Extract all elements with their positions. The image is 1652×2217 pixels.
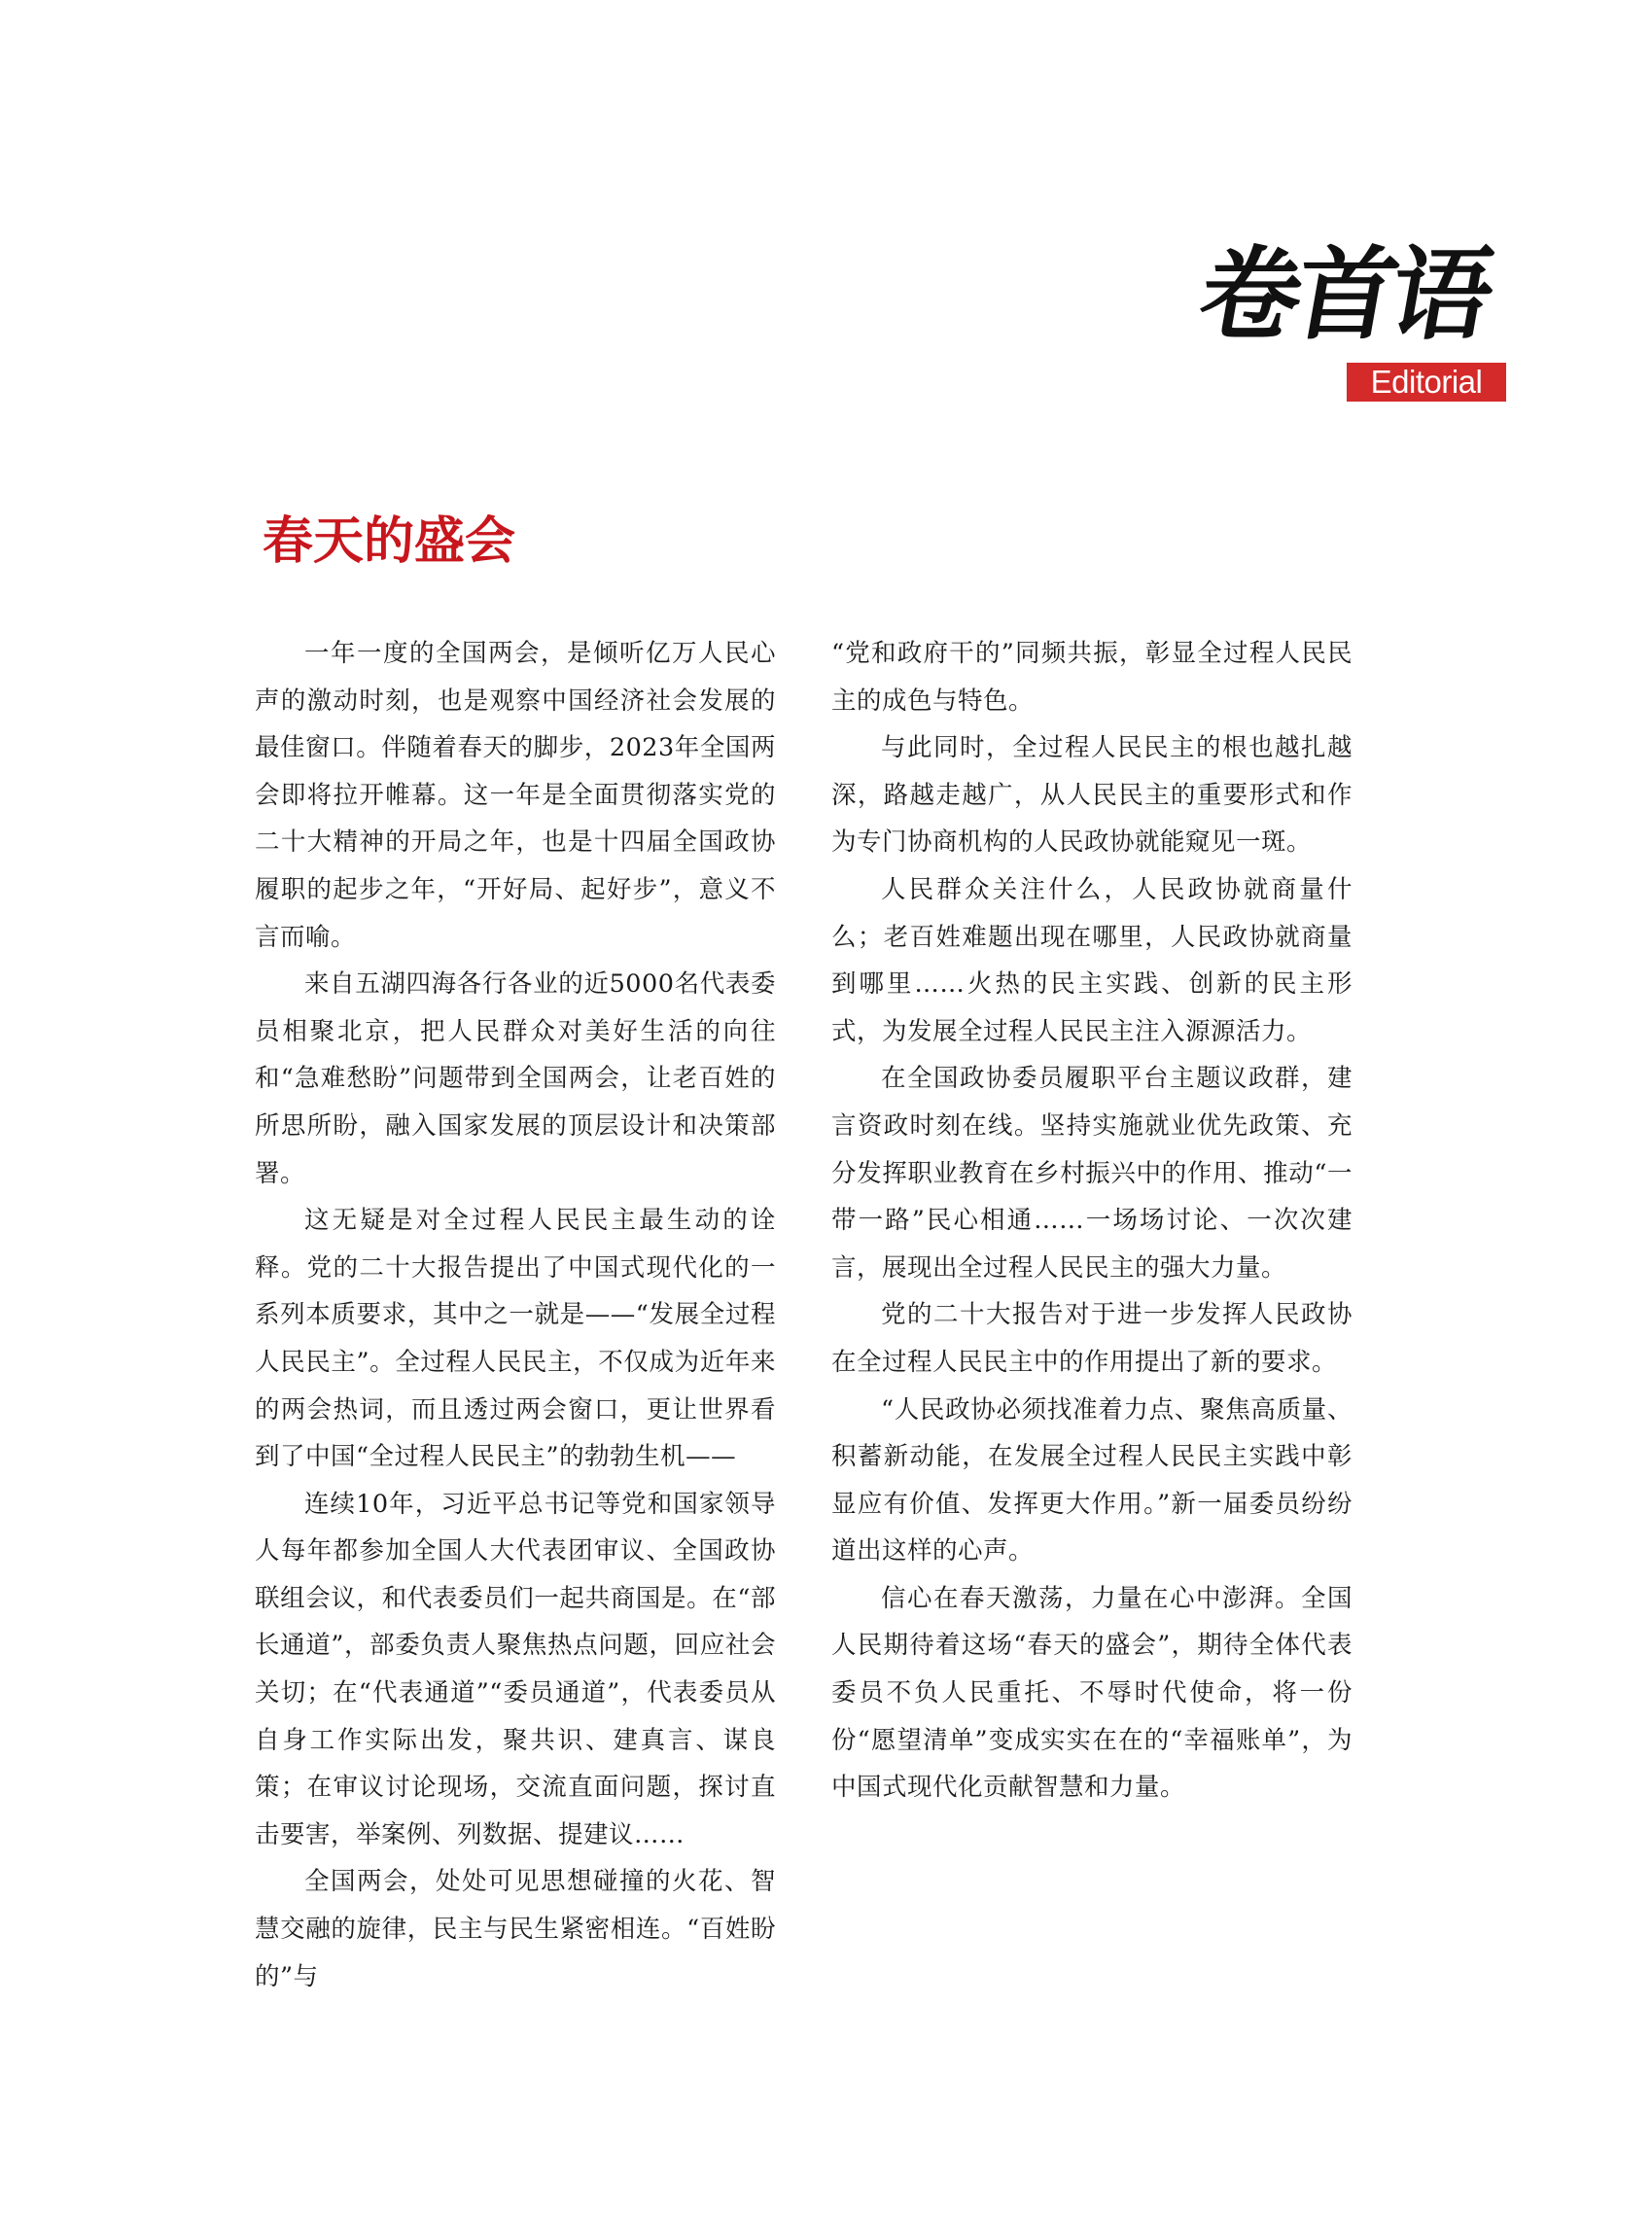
body-paragraph: 在全国政协委员履职平台主题议政群，建言资政时刻在线。坚持实施就业优先政策、充分发挥职业教育在乡村振兴中的作用、推动“一带一路”民心相通……一场场讨论、一次次建言，展现出全过程人民民主的强大力量。: [831, 1064, 1353, 1283]
article-title: 春天的盛会: [263, 512, 516, 571]
body-paragraph: “人民政协必须找准着力点、聚焦高质量、积蓄新动能，在发展全过程人民民主实践中彰显应有价值、发挥更大作用。”新一届委员纷纷道出这样的心声。: [831, 1394, 1353, 1566]
editorial-badge: Editorial: [1347, 363, 1506, 402]
body-paragraph: 人民群众关注什么，人民政协就商量什么；老百姓难题出现在哪里，人民政协就商量到哪里……火热的民主实践、创新的民主形式，为发展全过程人民民主注入源源活力。: [831, 874, 1353, 1046]
body-paragraph: 连续10年，习近平总书记等党和国家领导人每年都参加全国人大代表团审议、全国政协联组会议，和代表委员们一起共商国是。在“部长通道”，部委负责人聚焦热点问题，回应社会关切；在“代表通道”“委员通道”，代表委员从自身工作实际出发，聚共识、建真言、谋良策；在审议讨论现场，交流直面问题，探讨直击要害，举案例、列数据、提建议……: [255, 1489, 776, 1849]
body-paragraph: 信心在春天激荡，力量在心中澎湃。全国人民期待着这场“春天的盛会”，期待全体代表委员不负人民重托、不辱时代使命，将一份份“愿望清单”变成实实在在的“幸福账单”，为中国式现代化贡献智慧和力量。: [831, 1583, 1353, 1803]
body-paragraph: “党和政府干的”同频共振，彰显全过程人民民主的成色与特色。: [831, 639, 1353, 716]
article-column-left: [255, 630, 776, 2000]
body-paragraph: 党的二十大报告对于进一步发挥人民政协在全过程人民民主中的作用提出了新的要求。: [831, 1300, 1353, 1377]
body-paragraph: 全国两会，处处可见思想碰撞的火花、智慧交融的旋律，民主与民生紧密相连。“百姓盼的”与: [255, 1867, 776, 1991]
article-column-right: [831, 630, 1353, 1812]
body-paragraph: 这无疑是对全过程人民民主最生动的诠释。党的二十大报告提出了中国式现代化的一系列本质要求，其中之一就是——“发展全过程人民民主”。全过程人民民主，不仅成为近年来的两会热词，而且透过两会窗口，更让世界看到了中国“全过程人民民主”的勃勃生机——: [255, 1206, 776, 1472]
masthead: [1191, 231, 1522, 402]
body-paragraph: 与此同时，全过程人民民主的根也越扎越深，路越走越广，从人民民主的重要形式和作为专门协商机构的人民政协就能窥见一斑。: [831, 733, 1353, 858]
body-paragraph: 一年一度的全国两会，是倾听亿万人民心声的激动时刻，也是观察中国经济社会发展的最佳窗口。伴随着春天的脚步，2023年全国两会即将拉开帷幕。这一年是全面贯彻落实党的二十大精神的开局之年，也是十四届全国政协履职的起步之年，“开好局、起好步”，意义不言而喻。: [255, 639, 776, 952]
body-paragraph: 来自五湖四海各行各业的近5000名代表委员相聚北京，把人民群众对美好生活的向往和“急难愁盼”问题带到全国两会，让老百姓的所思所盼，融入国家发展的顶层设计和决策部署。: [255, 969, 776, 1188]
editorial-calligraphy-logo: 卷首语: [1190, 234, 1497, 354]
